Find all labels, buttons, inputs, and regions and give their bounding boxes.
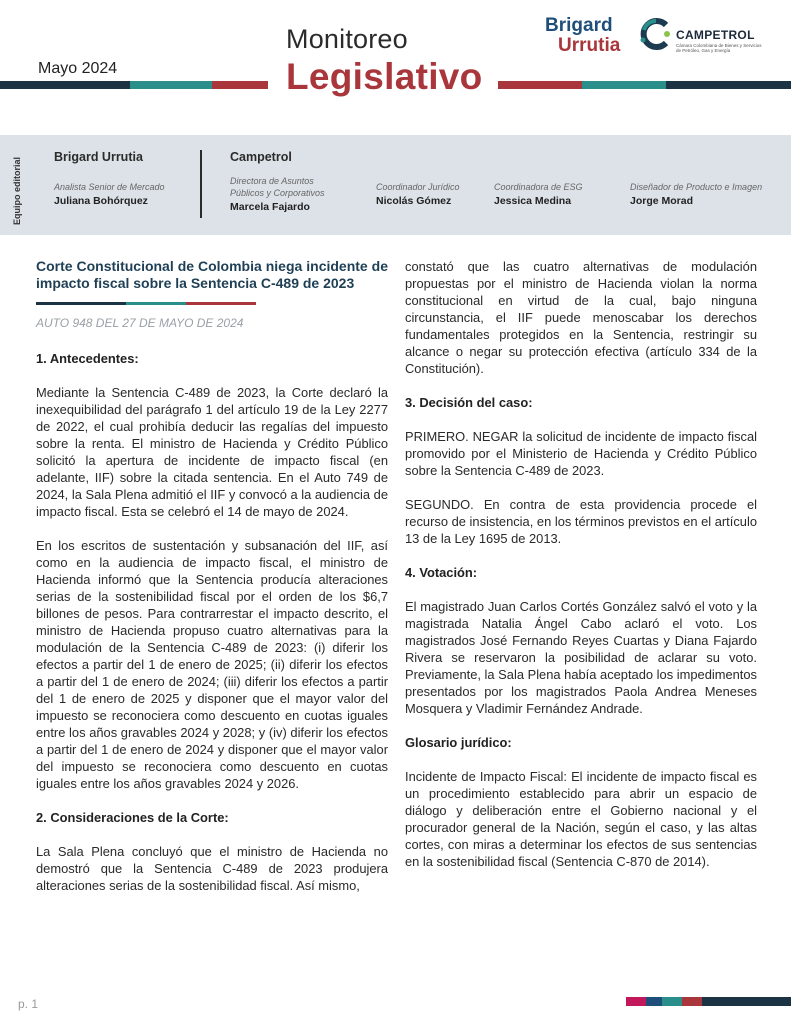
paragraph: SEGUNDO. En contra de esta providencia procede el recurso de insistencia, en los términos previstos en el artículo 13 de la Ley 1695 de 2013. [405, 497, 757, 546]
paragraph: En los escritos de sustentación y subsanación del IIF, así como en la audiencia de impacto fiscal, el ministro de Hacienda informó que la Sentencia producía alteraciones serias de la sostenibilidad fiscal por el orden de los $6,7 billones de pesos. Para contrarrestar el impacto descrito, el ministro de Hacienda propuso cuatro alternativas para la modulación de la Sentencia C-489 de 2023: (i) diferir los efectos a partir del 1 de enero de 2025; (ii) diferir los efectos a partir del 1 de enero de 2024; (iii) diferir los efectos a partir del 1 de enero de 2025 y disponer que el mayor valor del impuesto se reconociera como descuento en cuotas iguales entre los años gravables 2024 y 2028; y (iv) diferir los efectos a partir del 1 de enero de 2024 y disponer que el mayor valor del impuesto se reconociera como descuento en cuotas iguales entre los años gravables 2024 y 2026. [36, 538, 388, 791]
paragraph: PRIMERO. NEGAR la solicitud de incidente de impacto fiscal promovido por el Ministerio de Hacienda y Crédito Público sobre la Sentencia C-489 de 2023. [405, 429, 757, 478]
org-campetrol: Campetrol [230, 150, 292, 164]
footer-stripe-red [682, 997, 702, 1006]
logo-bu-line2: Urrutia [558, 35, 621, 56]
member-role: Coordinador Jurídico [376, 182, 460, 192]
member-name: Marcela Fajardo [230, 201, 310, 213]
paragraph: El magistrado Juan Carlos Cortés González salvó el voto y la magistrada Natalia Ángel Cabo aclaró el voto. Los magistrados José Fernando Reyes Cuartas y Diana Fajardo Rivera se reservaron la posibilidad de aclarar su voto. Previamente, la Sala Plena había aceptado los impedimentos presentados por los magistrados Paola Andrea Meneses Mosquera y Vladimir Fernández Andrade. [405, 599, 757, 716]
member-name: Juliana Bohórquez [54, 195, 148, 207]
section-heading-antecedentes: 1. Antecedentes: [36, 351, 139, 366]
article-left-column [36, 258, 388, 911]
editorial-team-label: Equipo editorial [12, 156, 22, 225]
campetrol-logo-text: CAMPETROL [676, 28, 755, 42]
header-stripe-red-left [212, 81, 268, 89]
section-heading-votacion: 4. Votación: [405, 565, 478, 580]
campetrol-logo-subtitle: Cámara Colombiana de Bienes y Servicios de Petróleo, Gas y Energía [676, 43, 762, 53]
footer-stripe-navy [702, 997, 791, 1006]
footer-stripe-teal [662, 997, 682, 1006]
brigard-urrutia-logo [545, 16, 620, 56]
member-name: Jorge Morad [630, 195, 694, 207]
paragraph: La Sala Plena concluyó que el ministro de Hacienda no demostró que la Sentencia C-489 de 2023 produjera alteraciones serias de la sostenibilidad fiscal. Así mismo, [36, 844, 388, 893]
paragraph: Mediante la Sentencia C-489 de 2023, la Corte declaró la inexequibilidad del parágrafo 1 del artículo 19 de la Ley 2277 de 2022, el cual prohibía deducir las regalías del impuesto sobre la renta. El ministro de Hacienda y Crédito Público solicitó la apertura de incidente de impacto fiscal (en adelante, IIF) sobre la citada sentencia. En el Auto 749 de 2024, la Sala Plena admitió el IIF y convocó a la audiencia de impacto fiscal. Esta se celebró el 14 de mayo de 2024. [36, 385, 388, 519]
issue-date: Mayo 2024 [38, 60, 118, 77]
header-stripe-teal-left [130, 81, 212, 89]
member-name: Jessica Medina [494, 195, 572, 207]
section-heading-glosario: Glosario jurídico: [405, 735, 512, 750]
section-heading-decision: 3. Decisión del caso: [405, 395, 533, 410]
section-heading-consideraciones: 2. Consideraciones de la Corte: [36, 810, 229, 825]
article-right-column [405, 258, 757, 887]
editorial-divider [200, 150, 202, 218]
member-role: Coordinadora de ESG [494, 182, 583, 192]
title-legislativo: Legislativo [286, 56, 483, 97]
header-stripe-red-right [498, 81, 582, 89]
member-role: Diseñador de Producto e Imagen [630, 182, 763, 192]
title-underline [36, 302, 256, 305]
campetrol-mark-icon [638, 16, 672, 52]
paragraph: Incidente de Impacto Fiscal: El incidente de impacto fiscal es un procedimiento establecido para abrir un espacio de diálogo y deliberación entre el Gobierno nacional y el procurador general de la Nación, según el caso, y las altas cortes, con miras a determinar los efectos de sus sentencias en la sostenibilidad fiscal (Sentencia C-870 de 2014). [405, 769, 757, 869]
auto-reference: AUTO 948 DEL 27 DE MAYO DE 2024 [36, 316, 244, 330]
paragraph: constató que las cuatro alternativas de modulación propuestas por el ministro de Hacienda violan la norma constitucional en virtud de la cual, bajo ninguna circunstancia, el IIF puede menoscabar los derechos fundamentales protegidos en la Sentencia, restringir su alcance o negar su protección efectiva (artículo 334 de la Constitución). [405, 259, 757, 376]
footer-stripe-blue [646, 997, 662, 1006]
article-title: Corte Constitucional de Colombia niega incidente de impacto fiscal sobre la Sentencia C-489 de 2023 [36, 258, 388, 291]
header-stripe-navy-right [666, 81, 791, 89]
page-number: p. 1 [18, 997, 39, 1011]
member-name: Nicolás Gómez [376, 195, 452, 207]
org-brigard-urrutia: Brigard Urrutia [54, 150, 143, 164]
header-stripe-teal-right [582, 81, 666, 89]
logo-bu-line1: Brigard [545, 15, 613, 36]
footer-stripe-pink [626, 997, 646, 1006]
title-monitoreo: Monitoreo [286, 24, 408, 54]
member-role: Analista Senior de Mercado [54, 182, 165, 192]
member-role: Directora de Asuntos Públicos y Corporativos [230, 176, 325, 198]
header-stripe-navy-left [0, 81, 130, 89]
